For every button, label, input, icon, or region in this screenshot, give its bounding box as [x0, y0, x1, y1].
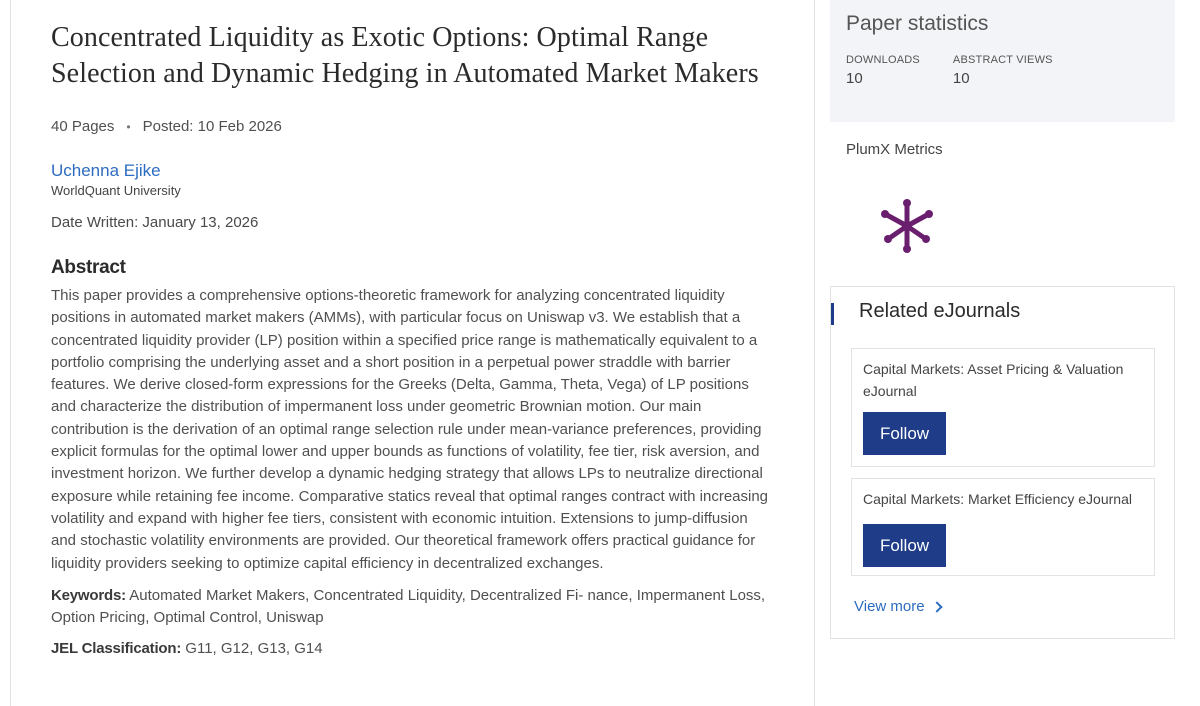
jel-codes: G11, G12, G13, G14 [181, 639, 323, 657]
related-ejournals-title: Related eJournals [859, 300, 1021, 322]
related-ejournals-panel [830, 286, 1175, 639]
downloads-value: 10 [846, 70, 863, 87]
abstract-text: This paper provides a comprehensive options-theoretic framework for analyzing concentrated liquidity positions in automated market makers (AMMs), with particular focus on Uniswap v3. We establish that a concentrated liquidity provider (LP) position within a specified price range is mathematically equivalent to a portfolio comprising the underlying asset and a short position in a perpetual power straddle with barrier features. We derive closed-form expressions for the Greeks (Delta, Gamma, Theta, Vega) of LP positions and characterize the distribution of impermanent loss under geometric Brownian motion. Our main contribution is the derivation of an optimal range selection rule under mean-variance preferences, providing explicit formulas for the optimal lower and upper bounds as functions of volatility, fee tier, risk aversion, and investment horizon. We further develop a dynamic hedging strategy that allows LPs to neutralize directional exposure while retaining fee income. Comparative statics reveal that optimal ranges contract with increasing volatility and expand with higher fee tiers, consistent with economic intuition. Extensions to jump-diffusion and stochastic volatility environments are provided. Our theoretical framework offers practical guidance for liquidity providers seeking to optimize capital efficiency in decentralized exchanges. [51, 287, 769, 572]
plumx-label: PlumX Metrics [846, 141, 943, 158]
abstract-views-label: ABSTRACT VIEWS [952, 54, 1053, 66]
page-count: 40 Pages [51, 118, 115, 135]
keywords-list: Automated Market Makers, Concentrated Liquidity, Decentralized Fi- nance, Impermanent Loss, Option Pricing, Optimal Control, Uniswap [51, 586, 766, 627]
date-written: Date Written: January 13, 2026 [51, 214, 259, 231]
journal-card [851, 348, 1155, 467]
follow-button[interactable]: Follow [863, 524, 946, 567]
posted-date: Posted: 10 Feb 2026 [142, 118, 282, 135]
paper-main [51, 20, 781, 657]
paper-meta [51, 118, 781, 135]
downloads-stat [846, 54, 920, 87]
stats-row [846, 54, 1159, 87]
jel-label: JEL Classification: [51, 639, 182, 657]
plumx-logo-icon[interactable] [877, 196, 937, 256]
chevron-right-icon [931, 601, 942, 612]
stats-title: Paper statistics [846, 12, 989, 35]
view-more-label: View more [854, 598, 925, 615]
keywords-label: Keywords: [51, 586, 126, 604]
left-divider [10, 0, 11, 706]
paper-statistics-panel [830, 0, 1175, 122]
follow-button[interactable]: Follow [863, 412, 946, 455]
meta-separator: • [126, 119, 131, 134]
author-affiliation: WorldQuant University [51, 183, 181, 198]
downloads-label: DOWNLOADS [846, 54, 920, 66]
abstract-views-stat [953, 54, 1053, 87]
journal-name[interactable]: Capital Markets: Market Efficiency eJournal [863, 491, 1132, 507]
section-accent-bar [831, 303, 834, 325]
view-more-link[interactable] [854, 598, 941, 615]
author-link[interactable]: Uchenna Ejike [51, 161, 161, 180]
paper-title: Concentrated Liquidity as Exotic Options: Optimal Range Selection and Dynamic Hedging in Automated Market Makers [51, 22, 759, 89]
column-divider [814, 0, 815, 706]
journal-card [851, 478, 1155, 576]
abstract-heading: Abstract [51, 257, 126, 278]
journal-name[interactable]: Capital Markets: Asset Pricing & Valuation eJournal [863, 361, 1124, 399]
jel-classification [51, 640, 781, 657]
keywords [51, 585, 775, 630]
abstract-views-value: 10 [952, 70, 970, 87]
